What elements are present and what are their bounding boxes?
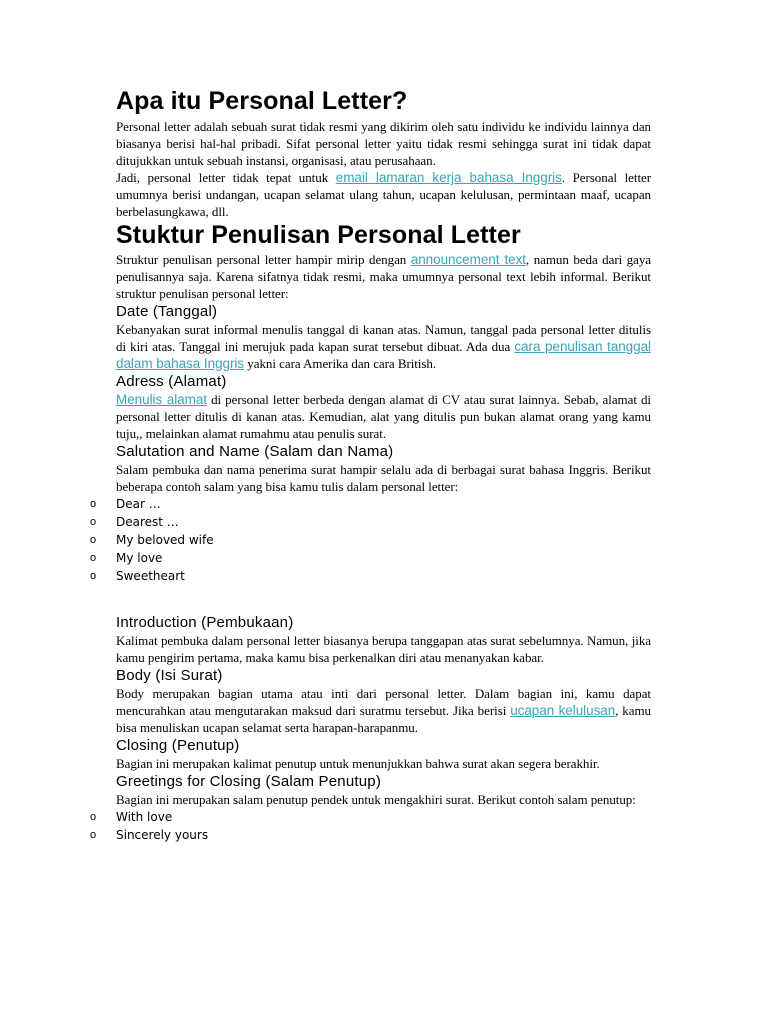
bullet-icon: o [90, 552, 97, 564]
intro-p2-text-pre: Jadi, personal letter tidak tepat untuk [116, 170, 336, 185]
section-title-struktur: Stuktur Penulisan Personal Letter [116, 221, 521, 249]
bullet-icon: o [90, 811, 97, 823]
body-text-post: , kamu bisa menuliskan ucapan selamat serta harapan-harapanmu. [116, 703, 651, 735]
list-item-text: Sincerely yours [116, 828, 209, 842]
cara-penulisan-tanggal-link[interactable]: cara penulisan tanggal dalam bahasa Inggris [116, 339, 651, 371]
date-paragraph [116, 321, 651, 372]
list-item [90, 549, 651, 567]
list-item [90, 495, 651, 513]
greetings-heading: Greetings for Closing (Salam Penutup) [116, 773, 382, 790]
ucapan-kelulusan-link[interactable]: ucapan kelulusan [510, 703, 616, 718]
salutation-list [90, 495, 651, 585]
list-item-text: Dear … [116, 497, 161, 511]
bullet-icon: o [90, 498, 97, 510]
bullet-icon: o [90, 534, 97, 546]
address-heading: Adress (Alamat) [116, 373, 227, 390]
email-lamaran-link[interactable]: email lamaran kerja bahasa Inggris [335, 170, 562, 185]
document-page [90, 84, 652, 844]
page-title: Apa itu Personal Letter? [116, 87, 408, 115]
closing-paragraph: Bagian ini merupakan kalimat penutup untuk menunjukkan bahwa surat akan segera berakhir. [116, 756, 600, 771]
greetings-paragraph: Bagian ini merupakan salam penutup pendek untuk mengakhiri surat. Berikut contoh salam penutup: [116, 792, 636, 807]
date-heading: Date (Tanggal) [116, 303, 218, 320]
menulis-alamat-link[interactable]: Menulis alamat [116, 392, 207, 407]
bullet-icon: o [90, 570, 97, 582]
closing-heading: Closing (Penutup) [116, 737, 240, 754]
list-item [90, 567, 651, 585]
date-text-pre: Kebanyakan surat informal menulis tanggal di kanan atas. Namun, tanggal pada personal letter ditulis di kiri atas. Tanggal ini merujuk pada kapan surat tersebut dibuat. Ada dua [116, 322, 651, 354]
bullet-icon: o [90, 829, 97, 841]
struktur-text-pre: Struktur penulisan personal letter hampir mirip dengan [116, 252, 411, 267]
struktur-paragraph [116, 251, 651, 302]
intro-p2-text-post: . Personal letter umumnya berisi undangan, ucapan selamat ulang tahun, ucapan kelulusan, permintaan maaf, ucapan berbelasungkawa, dll. [116, 170, 652, 219]
address-paragraph [116, 391, 651, 442]
salutation-heading: Salutation and Name (Salam dan Nama) [116, 443, 394, 460]
body-heading: Body (Isi Surat) [116, 667, 223, 684]
list-item [90, 531, 651, 549]
introduction-paragraph: Kalimat pembuka dalam personal letter biasanya berupa tanggapan atas surat sebelumnya. Namun, jika kamu pengirim pertama, maka kamu bisa perkenalkan diri atau menanyakan kabar. [116, 633, 651, 665]
list-item [90, 513, 651, 531]
list-item [90, 808, 651, 826]
bullet-icon: o [90, 516, 97, 528]
body-paragraph [116, 685, 651, 736]
intro-paragraph-2 [116, 169, 651, 220]
list-item-text: My love [116, 551, 163, 565]
body-text-pre: Body merupakan bagian utama atau inti dari personal letter. Dalam bagian ini, kamu dapat mencurahkan atau mengutarakan maksud dari suratmu tersebut. Jika berisi [116, 686, 651, 718]
list-item [90, 826, 651, 844]
greetings-list [90, 808, 651, 844]
list-item-text: With love [116, 810, 173, 824]
address-text-post: di personal letter berbeda dengan alamat di CV atau surat lainnya. Sebab, alamat di personal letter ditulis di kanan atas. Kemudian, alat yang ditulis pun bukan alamat orang yang kamu tuju,, melainkan alamat rumahmu atau penulis surat. [116, 392, 651, 441]
list-item-text: Dearest … [116, 515, 179, 529]
intro-paragraph-1: Personal letter adalah sebuah surat tidak resmi yang dikirim oleh satu individu ke individu lainnya dan biasanya berisi hal-hal pribadi. Sifat personal letter yaitu tidak resmi sehingga surat ini tidak dapat ditujukkan untuk sebuah instansi, organisasi, atau perusahaan. [116, 119, 651, 168]
list-item-text: Sweetheart [116, 569, 185, 583]
salutation-paragraph: Salam pembuka dan nama penerima surat hampir selalu ada di berbagai surat bahasa Inggris. Berikut beberapa contoh salam yang bisa kamu tulis dalam personal letter: [116, 462, 651, 494]
list-item-text: My beloved wife [116, 533, 214, 547]
announcement-text-link[interactable]: announcement text [410, 252, 527, 267]
date-text-post: yakni cara Amerika dan cara British. [244, 356, 437, 371]
introduction-heading: Introduction (Pembukaan) [116, 614, 294, 631]
struktur-text-post: , namun beda dari gaya penulisannya saja. Karena sifatnya tidak resmi, maka umumnya personal text lebih informal. Berikut struktur penulisan personal letter: [116, 252, 651, 301]
